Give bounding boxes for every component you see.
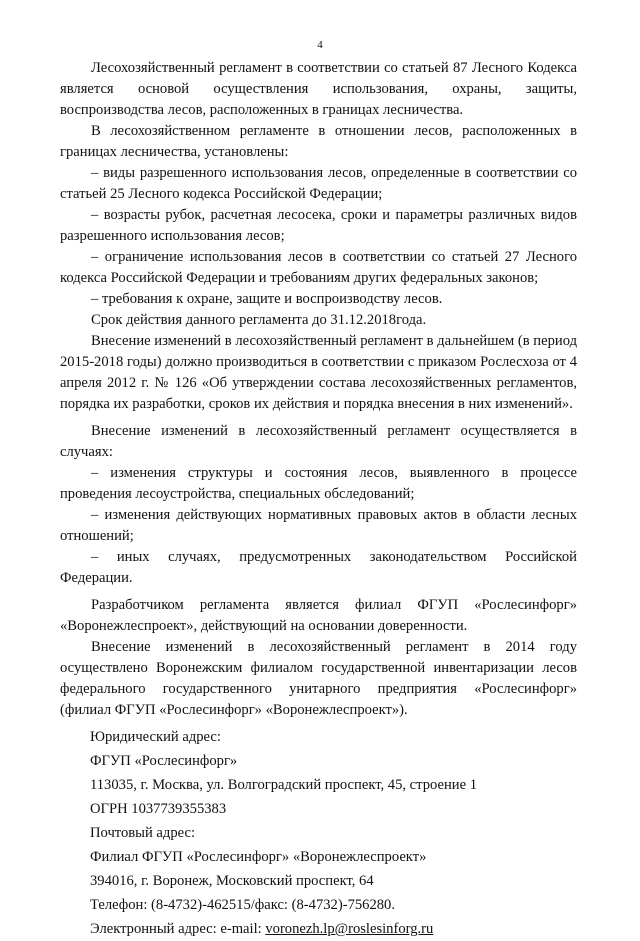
- list-item-other-cases: – иных случаях, предусмотренных законодательством Российской Федерации.: [60, 549, 577, 586]
- postal-address-phone: Телефон: (8-4732)-462515/факс: (8-4732)-756280.: [90, 897, 395, 913]
- list-item-usage-types: – виды разрешенного использования лесов, определенные в соответствии со статьей 25 Лесного кодекса Российской Федерации;: [60, 165, 577, 202]
- paragraph-developer: Разработчиком регламента является филиал ФГУП «Рослесинфорг» «Воронежлеспроект», действующий на основании доверенности.: [60, 597, 577, 634]
- list-item-forest-structure-changes: – изменения структуры и состояния лесов, выявленного в процессе проведения лесоустройства, специальных обследований;: [60, 465, 577, 502]
- paragraph-established-intro: В лесохозяйственном регламенте в отношении лесов, расположенных в границах лесничества, установлены:: [60, 123, 577, 160]
- paragraph-2014-amendments: Внесение изменений в лесохозяйственный регламент в 2014 году осуществлено Воронежским филиалом государственной инвентаризации лесов федерального государственного унитарного предприятия «Рослесинфорг» (филиал ФГУП «Рослесинфорг» «Воронежлеспроект»).: [60, 639, 577, 718]
- legal-address-ogrn: ОГРН 1037739355383: [90, 801, 227, 817]
- address-block: [60, 725, 577, 941]
- legal-address-street: 113035, г. Москва, ул. Волгоградский проспект, 45, строение 1: [90, 777, 478, 793]
- list-item-legal-acts-changes: – изменения действующих нормативных правовых актов в области лесных отношений;: [60, 507, 577, 544]
- paragraph-amendment-cases: Внесение изменений в лесохозяйственный регламент осуществляется в случаях:: [60, 423, 577, 460]
- list-item-felling-ages: – возрасты рубок, расчетная лесосека, сроки и параметры различных видов разрешенного использования лесов;: [60, 207, 577, 244]
- list-item-usage-restrictions: – ограничение использования лесов в соответствии со статьей 27 Лесного кодекса Российской Федерации и требованиям других федеральных законов;: [60, 249, 577, 286]
- email-label: Электронный адрес: e-mail:: [90, 921, 266, 937]
- legal-address-label: Юридический адрес:: [90, 729, 221, 745]
- paragraph-validity-period: Срок действия данного регламента до 31.12.2018года.: [91, 312, 427, 328]
- postal-address-label: Почтовый адрес:: [90, 825, 196, 841]
- email-link[interactable]: voronezh.lp@roslesinforg.ru: [265, 921, 434, 937]
- paragraph-amendment-procedure: Внесение изменений в лесохозяйственный регламент в дальнейшем (в период 2015-2018 годы) должно производиться в соответствии с приказом Рослесхоза от 4 апреля 2012 г. № 126 «Об утверждении состава лесохозяйственных регламентов, порядка их разработки, сроков их действия и порядка внесения в них изменений».: [60, 333, 577, 412]
- postal-address-street: 394016, г. Воронеж, Московский проспект, 64: [90, 873, 374, 889]
- list-item-protection-requirements: – требования к охране, защите и воспроизводству лесов.: [91, 291, 443, 307]
- postal-address-email-line: [60, 917, 577, 941]
- postal-address-org: Филиал ФГУП «Рослесинфорг» «Воронежлеспроект»: [90, 849, 427, 865]
- legal-address-org: ФГУП «Рослесинфорг»: [90, 753, 238, 769]
- paragraph-regulation-basis: Лесохозяйственный регламент в соответствии со статьей 87 Лесного Кодекса является основой осуществления использования, охраны, защиты, воспроизводства лесов, расположенных в границах лесничества.: [60, 60, 577, 118]
- page-number: 4: [317, 39, 323, 51]
- document-body: [60, 58, 577, 941]
